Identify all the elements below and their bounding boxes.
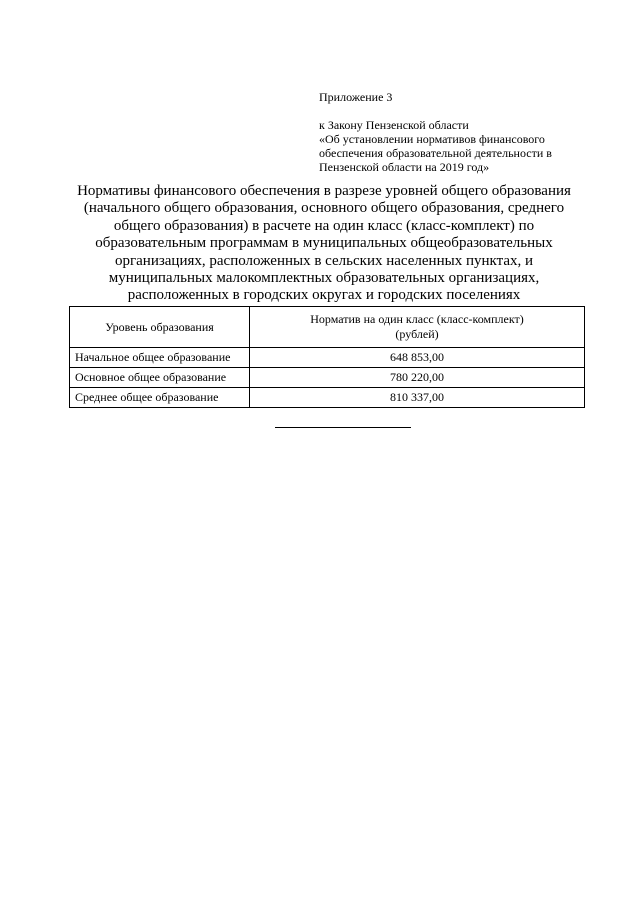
header-norm: [250, 307, 585, 348]
document-title-line: организациях, расположенных в сельских населенных пунктах, и: [114, 252, 534, 269]
cell-value: 810 337,00: [250, 388, 585, 408]
appendix-line: к Закону Пензенской области: [319, 118, 469, 132]
header-level: Уровень образования: [70, 307, 250, 348]
appendix-block: [319, 90, 599, 174]
document-title-line: расположенных в городских округах и городских поселениях: [127, 287, 521, 304]
document-title-line: общего образования) в расчете на один класс (класс-комплект) по: [113, 217, 535, 234]
appendix-title: Приложение 3: [319, 90, 393, 104]
document-title-line: (начального общего образования, основного общего образования, среднего: [83, 200, 565, 217]
appendix-line: обеспечения образовательной деятельности в: [319, 146, 552, 160]
table-row: [70, 388, 585, 408]
document-title-line: Нормативы финансового обеспечения в разрезе уровней общего образования: [77, 183, 571, 199]
cell-level: Среднее общее образование: [70, 388, 250, 408]
document-title: [60, 183, 588, 305]
end-divider-line: [275, 427, 411, 428]
table-row: [70, 368, 585, 388]
cell-value: 648 853,00: [250, 348, 585, 368]
norms-table: [69, 306, 585, 408]
header-norm-line: (рублей): [395, 327, 439, 341]
document-title-line: образовательным программам в муниципальных общеобразовательных: [95, 235, 553, 252]
cell-level: Начальное общее образование: [70, 348, 250, 368]
cell-value: 780 220,00: [250, 368, 585, 388]
appendix-line: Пензенской области на 2019 год»: [319, 160, 490, 174]
table-header-row: [70, 307, 585, 348]
document-title-line: муниципальных малокомплектных образовательных организациях,: [108, 270, 540, 287]
header-norm-line: Норматив на один класс (класс-комплект): [310, 312, 524, 326]
cell-level: Основное общее образование: [70, 368, 250, 388]
appendix-line: «Об установлении нормативов финансового: [319, 132, 545, 146]
table-row: [70, 348, 585, 368]
